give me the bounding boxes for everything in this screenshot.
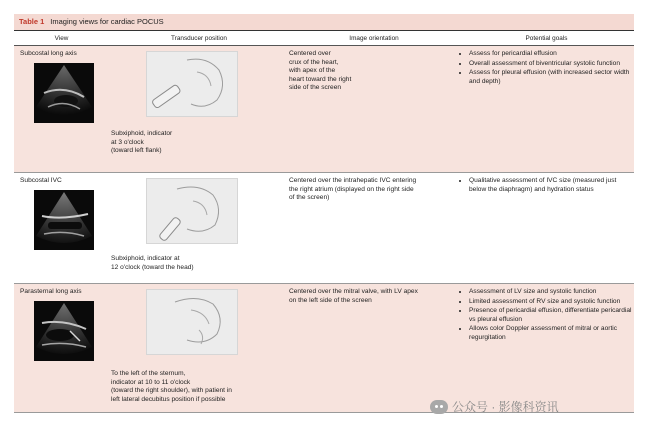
image-orientation-cell: Centered over crux of the heart, with apex of the heart toward the right side of the screen xyxy=(289,50,352,91)
header-view: View xyxy=(54,34,69,42)
header-image-orientation: Image orientation xyxy=(349,34,399,42)
table-caption xyxy=(14,14,634,30)
transducer-description: To the left of the sternum, indicator at 10 to 11 o'clock (toward the right shoulder), with patient in left lateral decubitus position if possible xyxy=(111,370,232,403)
table-1 xyxy=(14,14,634,413)
parasternal-long-axis-echo-image xyxy=(34,301,94,361)
potential-goals-cell xyxy=(459,284,634,412)
watermark-text: 公众号 · 影像科资讯 xyxy=(452,400,559,414)
transducer-description: Subxiphoid, indicator at 3 o'clock (toward left flank) xyxy=(111,130,173,154)
view-cell xyxy=(14,284,109,412)
view-cell xyxy=(14,46,109,172)
goal-item: • Allows color Doppler assessment of mitral or aortic regurgitation xyxy=(469,325,634,342)
table-row-subcostal-ivc xyxy=(14,173,634,284)
goal-item: • Qualitative assessment of IVC size (measured just below the diaphragm) and hydration status xyxy=(469,177,634,194)
goal-item: • Overall assessment of biventricular systolic function xyxy=(469,60,634,69)
image-orientation-cell: Centered over the intrahepatic IVC entering the right atrium (displayed on the right side of the screen) xyxy=(289,177,417,201)
view-name: Subcostal IVC xyxy=(20,177,62,184)
table-header xyxy=(14,31,634,46)
goal-item: • Limited assessment of RV size and systolic function xyxy=(469,298,634,307)
transducer-description: Subxiphoid, indicator at 12 o'clock (toward the head) xyxy=(111,255,194,271)
transducer-cell xyxy=(109,173,289,283)
goals-list xyxy=(459,46,634,86)
header-transducer-position: Transducer position xyxy=(171,34,227,42)
header-potential-goals: Potential goals xyxy=(525,34,568,42)
view-cell xyxy=(14,173,109,283)
goal-item: • Assessment of LV size and systolic function xyxy=(469,288,634,297)
transducer-position-image xyxy=(146,51,238,117)
goals-list xyxy=(459,173,634,194)
view-name: Parasternal long axis xyxy=(20,288,82,295)
goal-item: • Presence of pericardial effusion, differentiate pericardial vs pleural effusion xyxy=(469,307,634,324)
transducer-cell xyxy=(109,46,289,172)
wechat-watermark xyxy=(430,398,559,415)
table-number: Table 1 xyxy=(19,17,45,26)
wechat-icon xyxy=(430,400,448,414)
potential-goals-cell xyxy=(459,46,634,172)
table-title: Imaging views for cardiac POCUS xyxy=(50,17,164,26)
potential-goals-cell xyxy=(459,173,634,283)
transducer-position-image xyxy=(146,178,238,244)
subcostal-long-axis-echo-image xyxy=(34,63,94,123)
table-row-subcostal-long-axis xyxy=(14,46,634,173)
goal-item: • Assess for pleural effusion (with increased sector width and depth) xyxy=(469,69,634,86)
goal-item: • Assess for pericardial effusion xyxy=(469,50,634,59)
transducer-position-image xyxy=(146,289,238,355)
view-name: Subcostal long axis xyxy=(20,50,77,57)
table-row-parasternal-long-axis xyxy=(14,284,634,413)
subcostal-ivc-echo-image xyxy=(34,190,94,250)
goals-list xyxy=(459,284,634,342)
transducer-cell xyxy=(109,284,289,412)
image-orientation-cell: Centered over the mitral valve, with LV apex on the left side of the screen xyxy=(289,288,418,304)
